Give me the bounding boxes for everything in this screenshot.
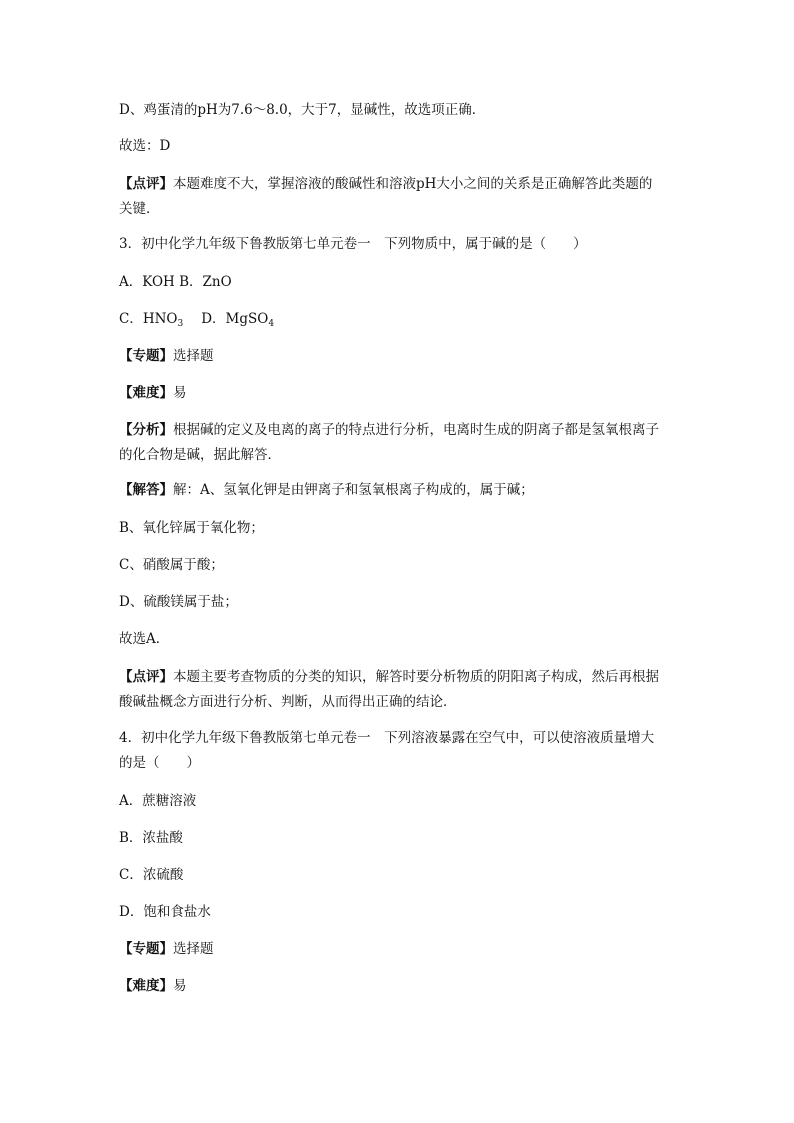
q4-stem-cont: 的是（ ）: [119, 755, 200, 771]
analysis-tag: 【分析】: [119, 422, 173, 438]
q4-option-a: A．蔗糖溶液: [119, 793, 197, 809]
topic-value: 选择题: [173, 348, 214, 364]
q3-comment-cont: 酸碱盐概念方面进行分析、判断，从而得出正确的结论．: [119, 694, 457, 710]
q2-option-d-explanation: D、鸡蛋清的pH为7.6～8.0，大于7，显碱性，故选项正确．: [119, 102, 486, 118]
q3-difficulty: [119, 384, 187, 402]
q4-option-d: D．饱和食盐水: [119, 904, 211, 920]
option-d-subscript: 4: [268, 319, 275, 329]
q3-analysis-cont: 的化合物是碱，据此解答．: [119, 447, 281, 463]
q3-solution-b: B、氧化锌属于氧化物；: [119, 520, 264, 536]
q4-stem: 4．初中化学九年级下鲁教版第七单元卷一 下列溶液暴露在空气中，可以使溶液质量增大: [119, 730, 655, 746]
topic-tag: 【专题】: [119, 348, 173, 364]
solution-tag: 【解答】: [119, 482, 173, 498]
comment-tag: 【点评】: [119, 176, 173, 192]
q3-options-ab: A．KOH B．ZnO: [119, 274, 232, 290]
option-c-text: C．HNO: [119, 311, 178, 327]
q4-difficulty: [119, 977, 187, 995]
q4-topic: [119, 940, 214, 958]
analysis-text: 根据碱的定义及电离的离子的特点进行分析，电离时生成的阴离子都是氢氧根离子: [173, 422, 659, 438]
q3-option-c: [119, 311, 183, 327]
q4-option-c: C．浓硫酸: [119, 867, 184, 883]
q3-solution: [119, 481, 534, 499]
difficulty-tag: 【难度】: [119, 978, 173, 994]
q3-stem: 3．初中化学九年级下鲁教版第七单元卷一 下列物质中，属于碱的是（ ）: [119, 236, 587, 252]
q2-answer: 故选：D: [119, 138, 171, 154]
difficulty-tag: 【难度】: [119, 385, 173, 401]
topic-tag: 【专题】: [119, 941, 173, 957]
q3-comment: [119, 668, 659, 686]
solution-a: 解：A、氢氧化钾是由钾离子和氢氧根离子构成的，属于碱；: [173, 482, 534, 498]
q2-comment: [119, 175, 652, 193]
q3-analysis: [119, 421, 659, 439]
option-d-text: D．MgSO: [201, 311, 269, 327]
q3-solution-d: D、硫酸镁属于盐；: [119, 594, 238, 610]
option-c-subscript: 3: [177, 319, 184, 329]
q3-options-cd: [119, 310, 274, 328]
topic-value: 选择题: [173, 941, 214, 957]
difficulty-value: 易: [173, 978, 187, 994]
q2-comment-cont: 关键．: [119, 201, 160, 217]
comment-text: 本题难度不大，掌握溶液的酸碱性和溶液pH大小之间的关系是正确解答此类题的: [173, 176, 653, 192]
comment-tag: 【点评】: [119, 669, 173, 685]
q3-topic: [119, 347, 214, 365]
q3-option-d: [201, 311, 274, 327]
q3-solution-c: C、硝酸属于酸；: [119, 557, 224, 573]
difficulty-value: 易: [173, 385, 187, 401]
q3-answer: 故选A．: [119, 631, 170, 647]
comment-text: 本题主要考查物质的分类的知识，解答时要分析物质的阴阳离子构成，然后再根据: [173, 669, 659, 685]
q4-option-b: B．浓盐酸: [119, 830, 183, 846]
